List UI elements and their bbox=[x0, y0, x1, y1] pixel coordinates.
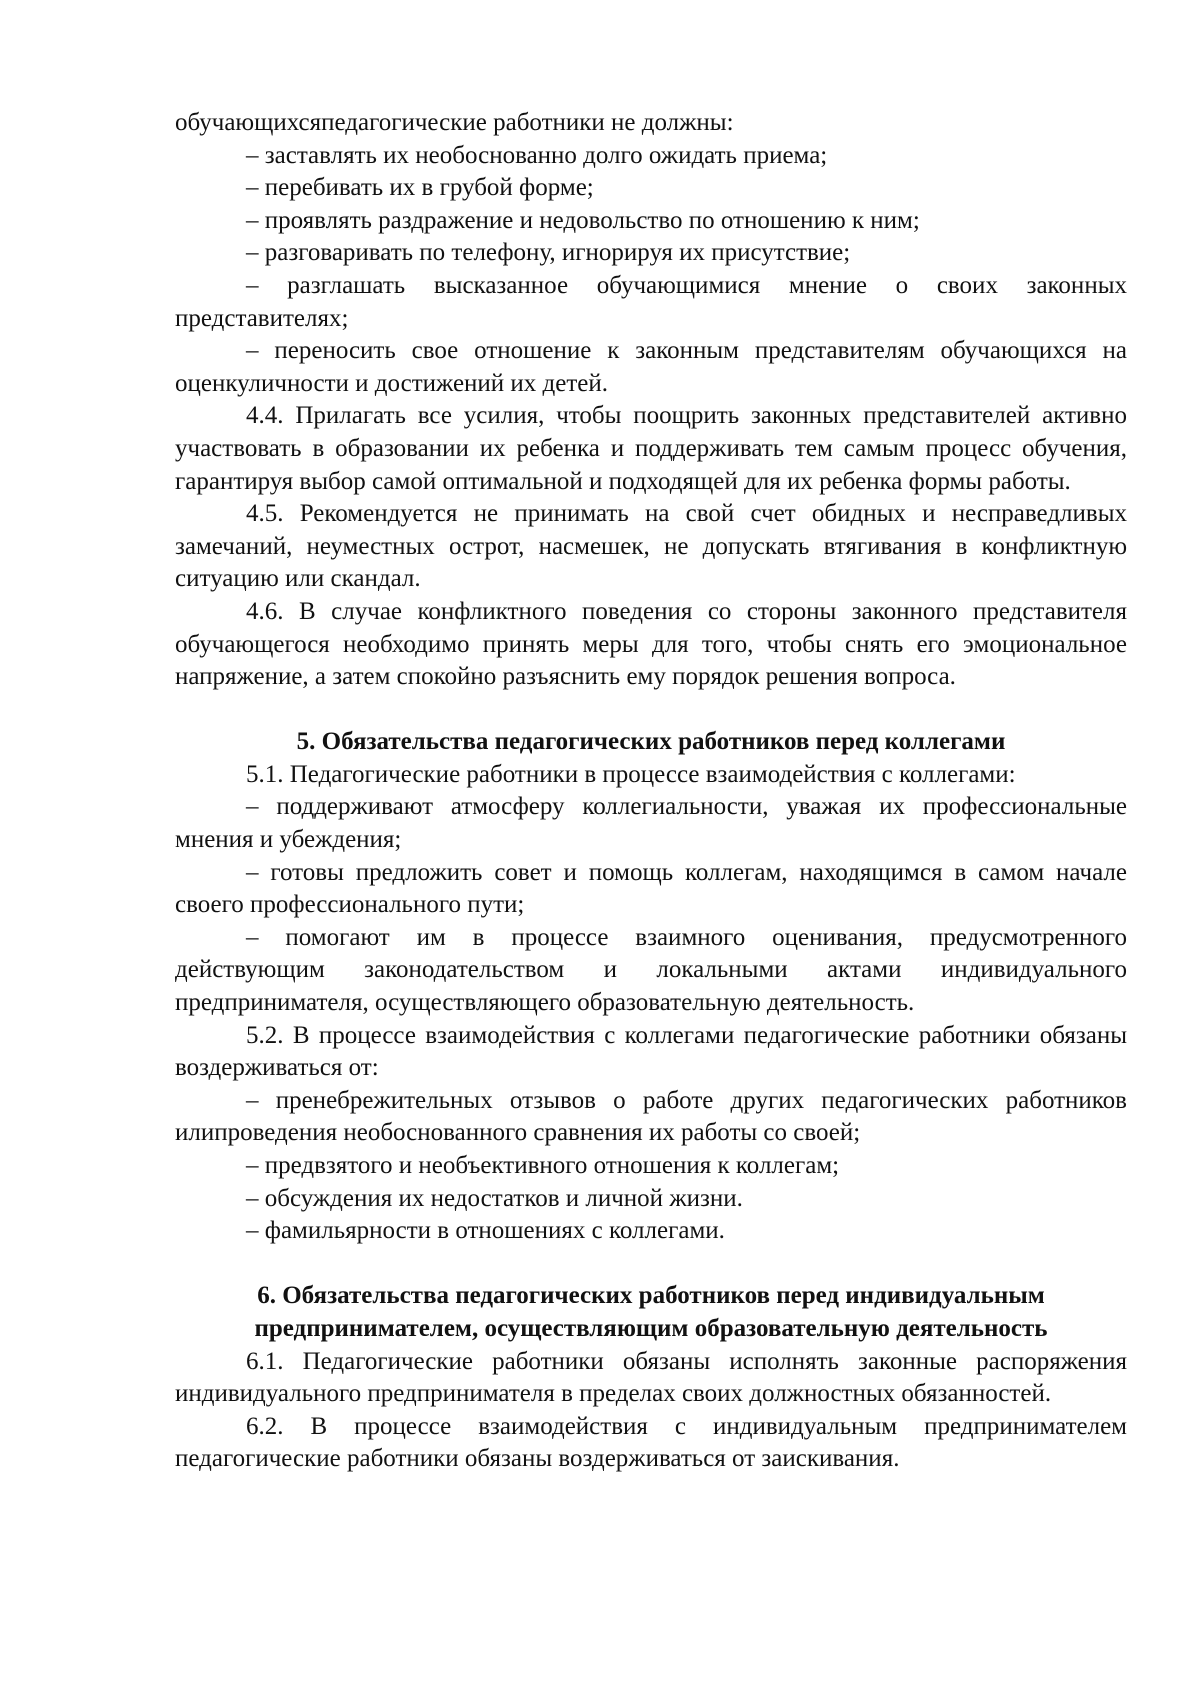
clause-4-4: 4.4. Прилагать все усилия, чтобы поощрить законных представителей активно участвовать в образовании их ребенка и поддерживать тем самым процесс обучения, гарантируя выбор самой оптимальной и подходящей для их ребенка формы работы. bbox=[175, 402, 1127, 495]
clause-6-1: 6.1. Педагогические работники обязаны исполнять законные распоряжения индивидуального предпринимателя в пределах своих должностных обязанностей. bbox=[175, 1347, 1127, 1408]
list-item: – заставлять их необоснованно долго ожидать приема; bbox=[246, 141, 828, 169]
list-item: – разглашать высказанное обучающимися мнение о своих законных представителях; bbox=[175, 271, 1127, 332]
list-item: – переносить свое отношение к законным представителям обучающихся на оценкуличности и достижений их детей. bbox=[175, 337, 1127, 397]
list-item: – помогают им в процессе взаимного оценивания, предусмотренного действующим законодательством и локальными актами индивидуального предпринимателя, осуществляющего образовательную деятельность. bbox=[175, 923, 1127, 1017]
clause-4-5: 4.5. Рекомендуется не принимать на свой счет обидных и несправедливых замечаний, неуместных острот, насмешек, не допускать втягивания в конфликтную ситуацию или скандал. bbox=[175, 500, 1127, 593]
clause-4-6: 4.6. В случае конфликтного поведения со стороны законного представителя обучающегося необходимо принять меры для того, чтобы снять его эмоциональное напряжение, а затем спокойно разъяснить ему порядок решения вопроса. bbox=[175, 597, 1127, 691]
section-6-heading-line2: предпринимателем, осуществляющим образовательную деятельность bbox=[254, 1314, 1048, 1342]
section-6-heading-line1: 6. Обязательства педагогических работников перед индивидуальным bbox=[257, 1282, 1045, 1310]
list-item: – разговаривать по телефону, игнорируя их присутствие; bbox=[246, 239, 851, 267]
section-gap bbox=[175, 1248, 1127, 1281]
document-page bbox=[175, 107, 1127, 1476]
list-item: – предвзятого и необъективного отношения к коллегам; bbox=[246, 1152, 840, 1179]
list-item: – пренебрежительных отзывов о работе других педагогических работников илипроведения необоснованного сравнения их работы со своей; bbox=[175, 1086, 1127, 1147]
clause-6-2: 6.2. В процессе взаимодействия с индивидуальным предпринимателем педагогические работники обязаны воздерживаться от заискивания. bbox=[175, 1412, 1127, 1473]
paragraph: обучающихсяпедагогические работники не должны: bbox=[175, 109, 734, 136]
section-5-heading: 5. Обязательства педагогических работников перед коллегами bbox=[296, 728, 1006, 756]
clause-5-1: 5.1. Педагогические работники в процессе взаимодействия с коллегами: bbox=[246, 760, 1016, 788]
list-item: – поддерживают атмосферу коллегиальности, уважая их профессиональные мнения и убеждения; bbox=[175, 793, 1127, 854]
list-item: – проявлять раздражение и недовольство по отношению к ним; bbox=[246, 206, 920, 234]
list-item: – обсуждения их недостатков и личной жизни. bbox=[246, 1184, 743, 1212]
clause-5-2: 5.2. В процессе взаимодействия с коллегами педагогические работники обязаны воздерживаться от: bbox=[175, 1021, 1127, 1082]
section-gap bbox=[175, 694, 1127, 727]
list-item: – перебивать их в грубой форме; bbox=[246, 174, 594, 202]
list-item: – фамильярности в отношениях с коллегами. bbox=[246, 1217, 725, 1245]
list-item: – готовы предложить совет и помощь коллегам, находящимся в самом начале своего профессионального пути; bbox=[175, 858, 1127, 919]
